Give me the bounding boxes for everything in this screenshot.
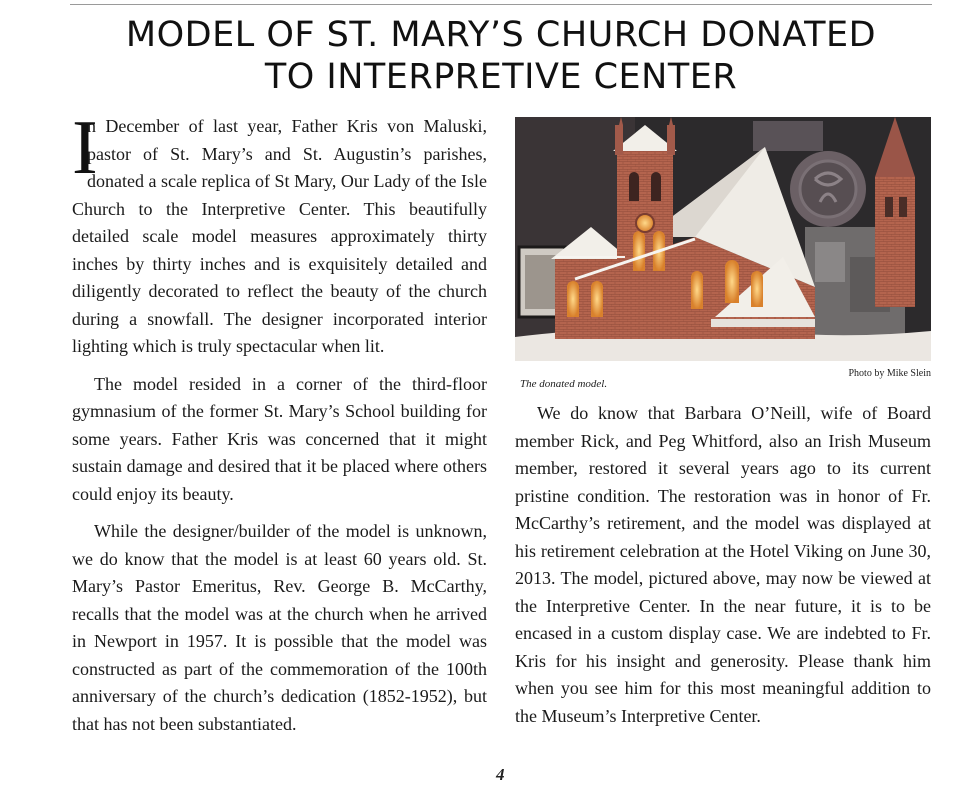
headline-line-1: MODEL OF ST. MARY’S CHURCH DONATED [125, 15, 877, 55]
article-left-column [72, 104, 487, 748]
article-paragraph-3: While the designer/builder of the model is unknown, we do know that the model is at least 60 years old. St. Mary’s Pastor Emeritus, Rev. George B. McCarthy, recalls that the model was at the church when he arrived in Newport in 1957. It is possible that the model was constructed as part of the commemoration of the 100th anniversary of the church’s dedication (1852-1952), but that has not been substantiated. [72, 521, 487, 734]
article-paragraph-1 [72, 104, 487, 361]
photo-credit: Photo by Mike Slein [848, 368, 931, 379]
paragraph-1-text: n December of last year, Father Kris von Maluski, pastor of St. Mary’s and St. Augustin’s parishes, donated a scale replica of St Mary, Our Lady of the Isle Church to the Interpretive Center. This beautifully detailed scale model measures approximately thirty inches by thirty inches and is exquisitely detailed and diligently decorated to reflect the beauty of the church during a snowfall. The designer incorporated interior lighting which is truly spectacular when lit. [72, 116, 487, 356]
article-right-column [515, 400, 931, 740]
photo-caption: The donated model. [520, 378, 608, 390]
page-number: 4 [496, 765, 505, 784]
headline [70, 14, 932, 98]
church-model-illustration [515, 117, 931, 361]
article-paragraph-2: The model resided in a corner of the third-floor gymnasium of the former St. Mary’s School building for some years. Father Kris was concerned that it might sustain damage and desired that it be placed where others could enjoy its beauty. [72, 373, 487, 504]
church-model-photo [515, 117, 931, 361]
drop-cap: I [72, 104, 98, 190]
article-paragraph-4: We do know that Barbara O’Neill, wife of Board member Rick, and Peg Whitford, also an Irish Museum member, restored it several years ago to its current pristine condition. The restoration was in honor of Fr. McCarthy’s retirement, and the model was displayed at his retirement celebration at the Hotel Viking on June 30, 2013. The model, pictured above, may now be viewed at the Interpretive Center. In the near future, it is to be encased in a custom display case. We are indebted to Fr. Kris for his insight and generosity. Please thank him when you see him for this most meaningful addition to the Museum’s Interpretive Center. [515, 403, 931, 726]
top-rule [70, 4, 932, 5]
headline-line-2: TO INTERPRETIVE CENTER [264, 57, 738, 97]
